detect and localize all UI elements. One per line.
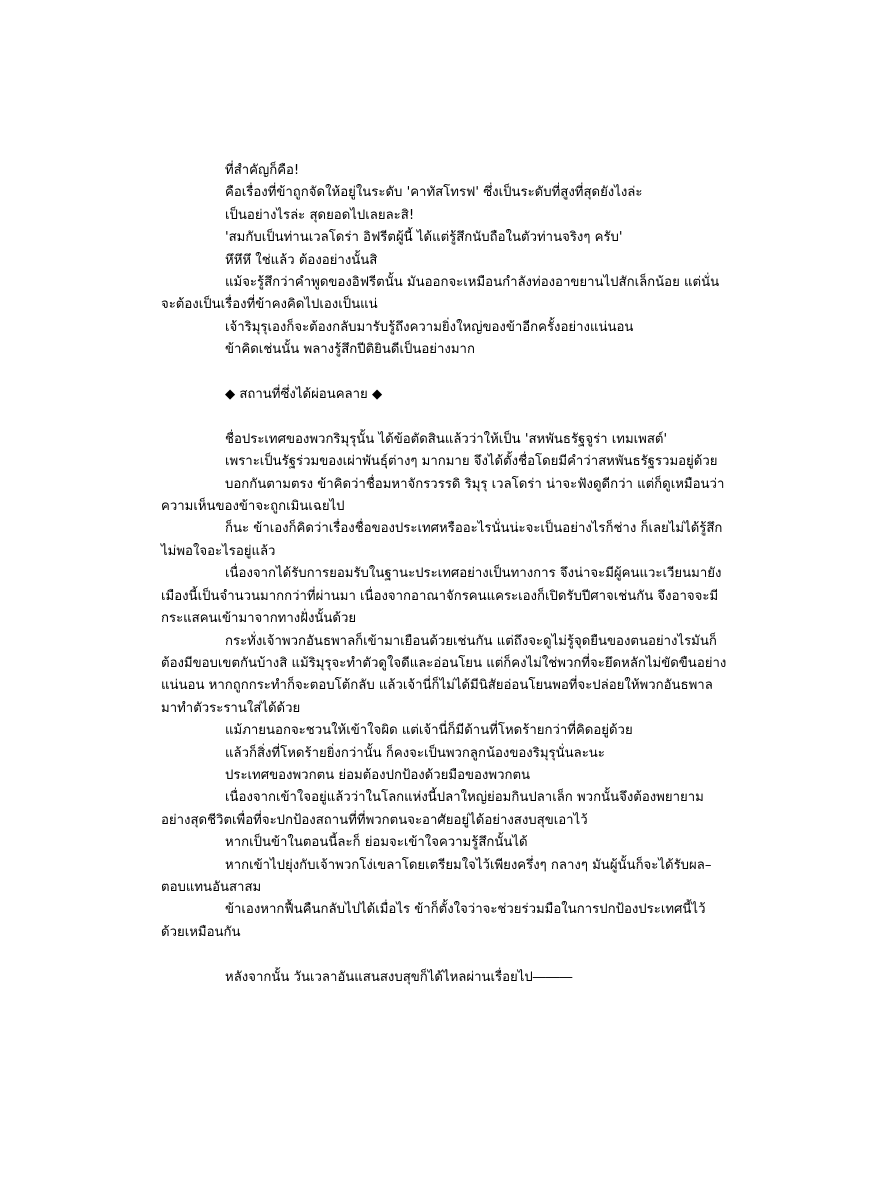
paragraph: แล้วก็สิ่งที่โหดร้ายยิ่งกว่านั้น ก็คงจะเป็นพวกลูกน้องของริมุรุนั่นละนะ <box>225 745 605 761</box>
paragraph: ข้าคิดเช่นนั้น พลางรู้สึกปีติยินดีเป็นอย่างมาก <box>225 342 475 358</box>
paragraph: ข้าเองหากฟื้นคืนกลับไปได้เมื่อไร ข้าก็ตั้งใจว่าจะช่วยร่วมมือในการปกป้องประเทศนี้ไว้ด้วยเหมือนกัน <box>161 902 706 940</box>
blank-line <box>161 944 727 966</box>
paragraph: ที่สำคัญก็คือ! <box>225 163 300 178</box>
section-heading: ◆ สถานที่ซึ่งได้ผ่อนคลาย ◆ <box>225 387 383 403</box>
paragraph: แม้จะรู้สึกว่าคำพูดของอิฟรีตนั้น มันออกจะเหมือนกำลังท่องอาขยานไปสักเล็กน้อย แต่นั่นจะต้องเป็นเรื่องที่ข้าคงคิดไปเองเป็นแน่ <box>161 275 720 313</box>
body-text <box>161 160 727 989</box>
paragraph: คือเรื่องที่ข้าถูกจัดให้อยู่ในระดับ 'คาทัสโทรฟ' ซึ่งเป็นระดับที่สูงที่สุดยังไงล่ะ <box>225 185 643 201</box>
paragraph: เป็นอย่างไรล่ะ สุดยอดไปเลยละสิ! <box>225 207 415 223</box>
paragraph: เพราะเป็นรัฐร่วมของเผ่าพันธุ์ต่างๆ มากมาย จึงได้ตั้งชื่อโดยมีคำว่าสหพันธรัฐรวมอยู่ด้วย <box>225 454 718 470</box>
paragraph: 'สมกับเป็นท่านเวลโดร่า อิฟรีตผู้นี้ ได้แต่รู้สึกนับถือในตัวท่านจริงๆ ครับ' <box>225 230 623 246</box>
paragraph: ก็นะ ข้าเองก็คิดว่าเรื่องชื่อของประเทศหรืออะไรนั่นน่ะจะเป็นอย่างไรก็ช่าง ก็เลยไม่ได้รู้สึกไม่พอใจอะไรอยู่แล้ว <box>161 521 723 559</box>
paragraph: ชื่อประเทศของพวกริมุรุนั้น ได้ข้อตัดสินแล้วว่าให้เป็น 'สหพันธรัฐจูร่า เทมเพสต์' <box>225 431 668 447</box>
paragraph: แม้ภายนอกจะชวนให้เข้าใจผิด แต่เจ้านี่ก็มีด้านที่โหดร้ายกว่าที่คิดอยู่ด้วย <box>225 723 633 739</box>
closing-paragraph: หลังจากนั้น วันเวลาอันแสนสงบสุขก็ได้ไหลผ่านเรื่อยไป――― <box>225 969 573 985</box>
paragraph: หากเป็นข้าในตอนนี้ละก็ ย่อมจะเข้าใจความรู้สึกนั้นได้ <box>225 835 528 851</box>
blank-line <box>161 406 727 428</box>
paragraph: เนื่องจากได้รับการยอมรับในฐานะประเทศอย่างเป็นทางการ จึงน่าจะมีผู้คนแวะเวียนมายังเมืองนี้เป็นจำนวนมากกว่าที่ผ่านมา เนื่องจากอาณาจักรคนแคระเองก็เปิดรับปีศาจเช่นกัน จึงอาจจะมีกระแสคนเข้ามาจากทางฝั่งนั้นด้วย <box>161 566 722 627</box>
paragraph: หึหึหึ ใช่แล้ว ต้องอย่างนั้นสิ <box>225 252 378 268</box>
paragraph: เนื่องจากเข้าใจอยู่แล้วว่าในโลกแห่งนี้ปลาใหญ่ย่อมกินปลาเล็ก พวกนั้นจึงต้องพยายามอย่างสุดชีวิตเพื่อที่จะปกป้องสถานที่ที่พวกตนจะอาศัยอยู่ได้อย่างสงบสุขเอาไว้ <box>161 790 704 828</box>
paragraph: หากเข้าไปยุ่งกับเจ้าพวกโง่เขลาโดยเตรียมใจไว้เพียงครึ่งๆ กลางๆ มันผู้นั้นก็จะได้รับผล–ตอบแทนอันสาสม <box>161 857 712 895</box>
paragraph: กระทั่งเจ้าพวกอันธพาลก็เข้ามาเยือนด้วยเช่นกัน แต่ถึงจะดูไม่รู้จุดยืนของตนอย่างไรมันก็ต้องมีขอบเขตกันบ้างสิ แม้ริมุรุจะทำตัวดูใจดีและอ่อนโยน แต่ก็คงไม่ใช่พวกที่จะยึดหลักไม่ขัดขืนอย่างแน่นอน หากถูกกระทำก็จะตอบโต้กลับ แล้วเจ้านี่ก็ไม่ได้มีนิสัยอ่อนโยนพอที่จะปล่อยให้พวกอันธพาลมาทำตัวระรานใส่ได้ด้วย <box>161 633 727 716</box>
paragraph: เจ้าริมุรุเองก็จะต้องกลับมารับรู้ถึงความยิ่งใหญ่ของข้าอีกครั้งอย่างแน่นอน <box>225 319 634 335</box>
blank-line <box>161 362 727 384</box>
paragraph: บอกกันตามตรง ข้าคิดว่าชื่อมหาจักรวรรดิ ริมุรุ เวลโดร่า น่าจะฟังดูดีกว่า แต่ก็ดูเหมือนว่าความเห็นของข้าจะถูกเมินเฉยไป <box>161 476 725 515</box>
paragraph: ประเทศของพวกตน ย่อมต้องปกป้องด้วยมือของพวกตน <box>225 767 531 783</box>
